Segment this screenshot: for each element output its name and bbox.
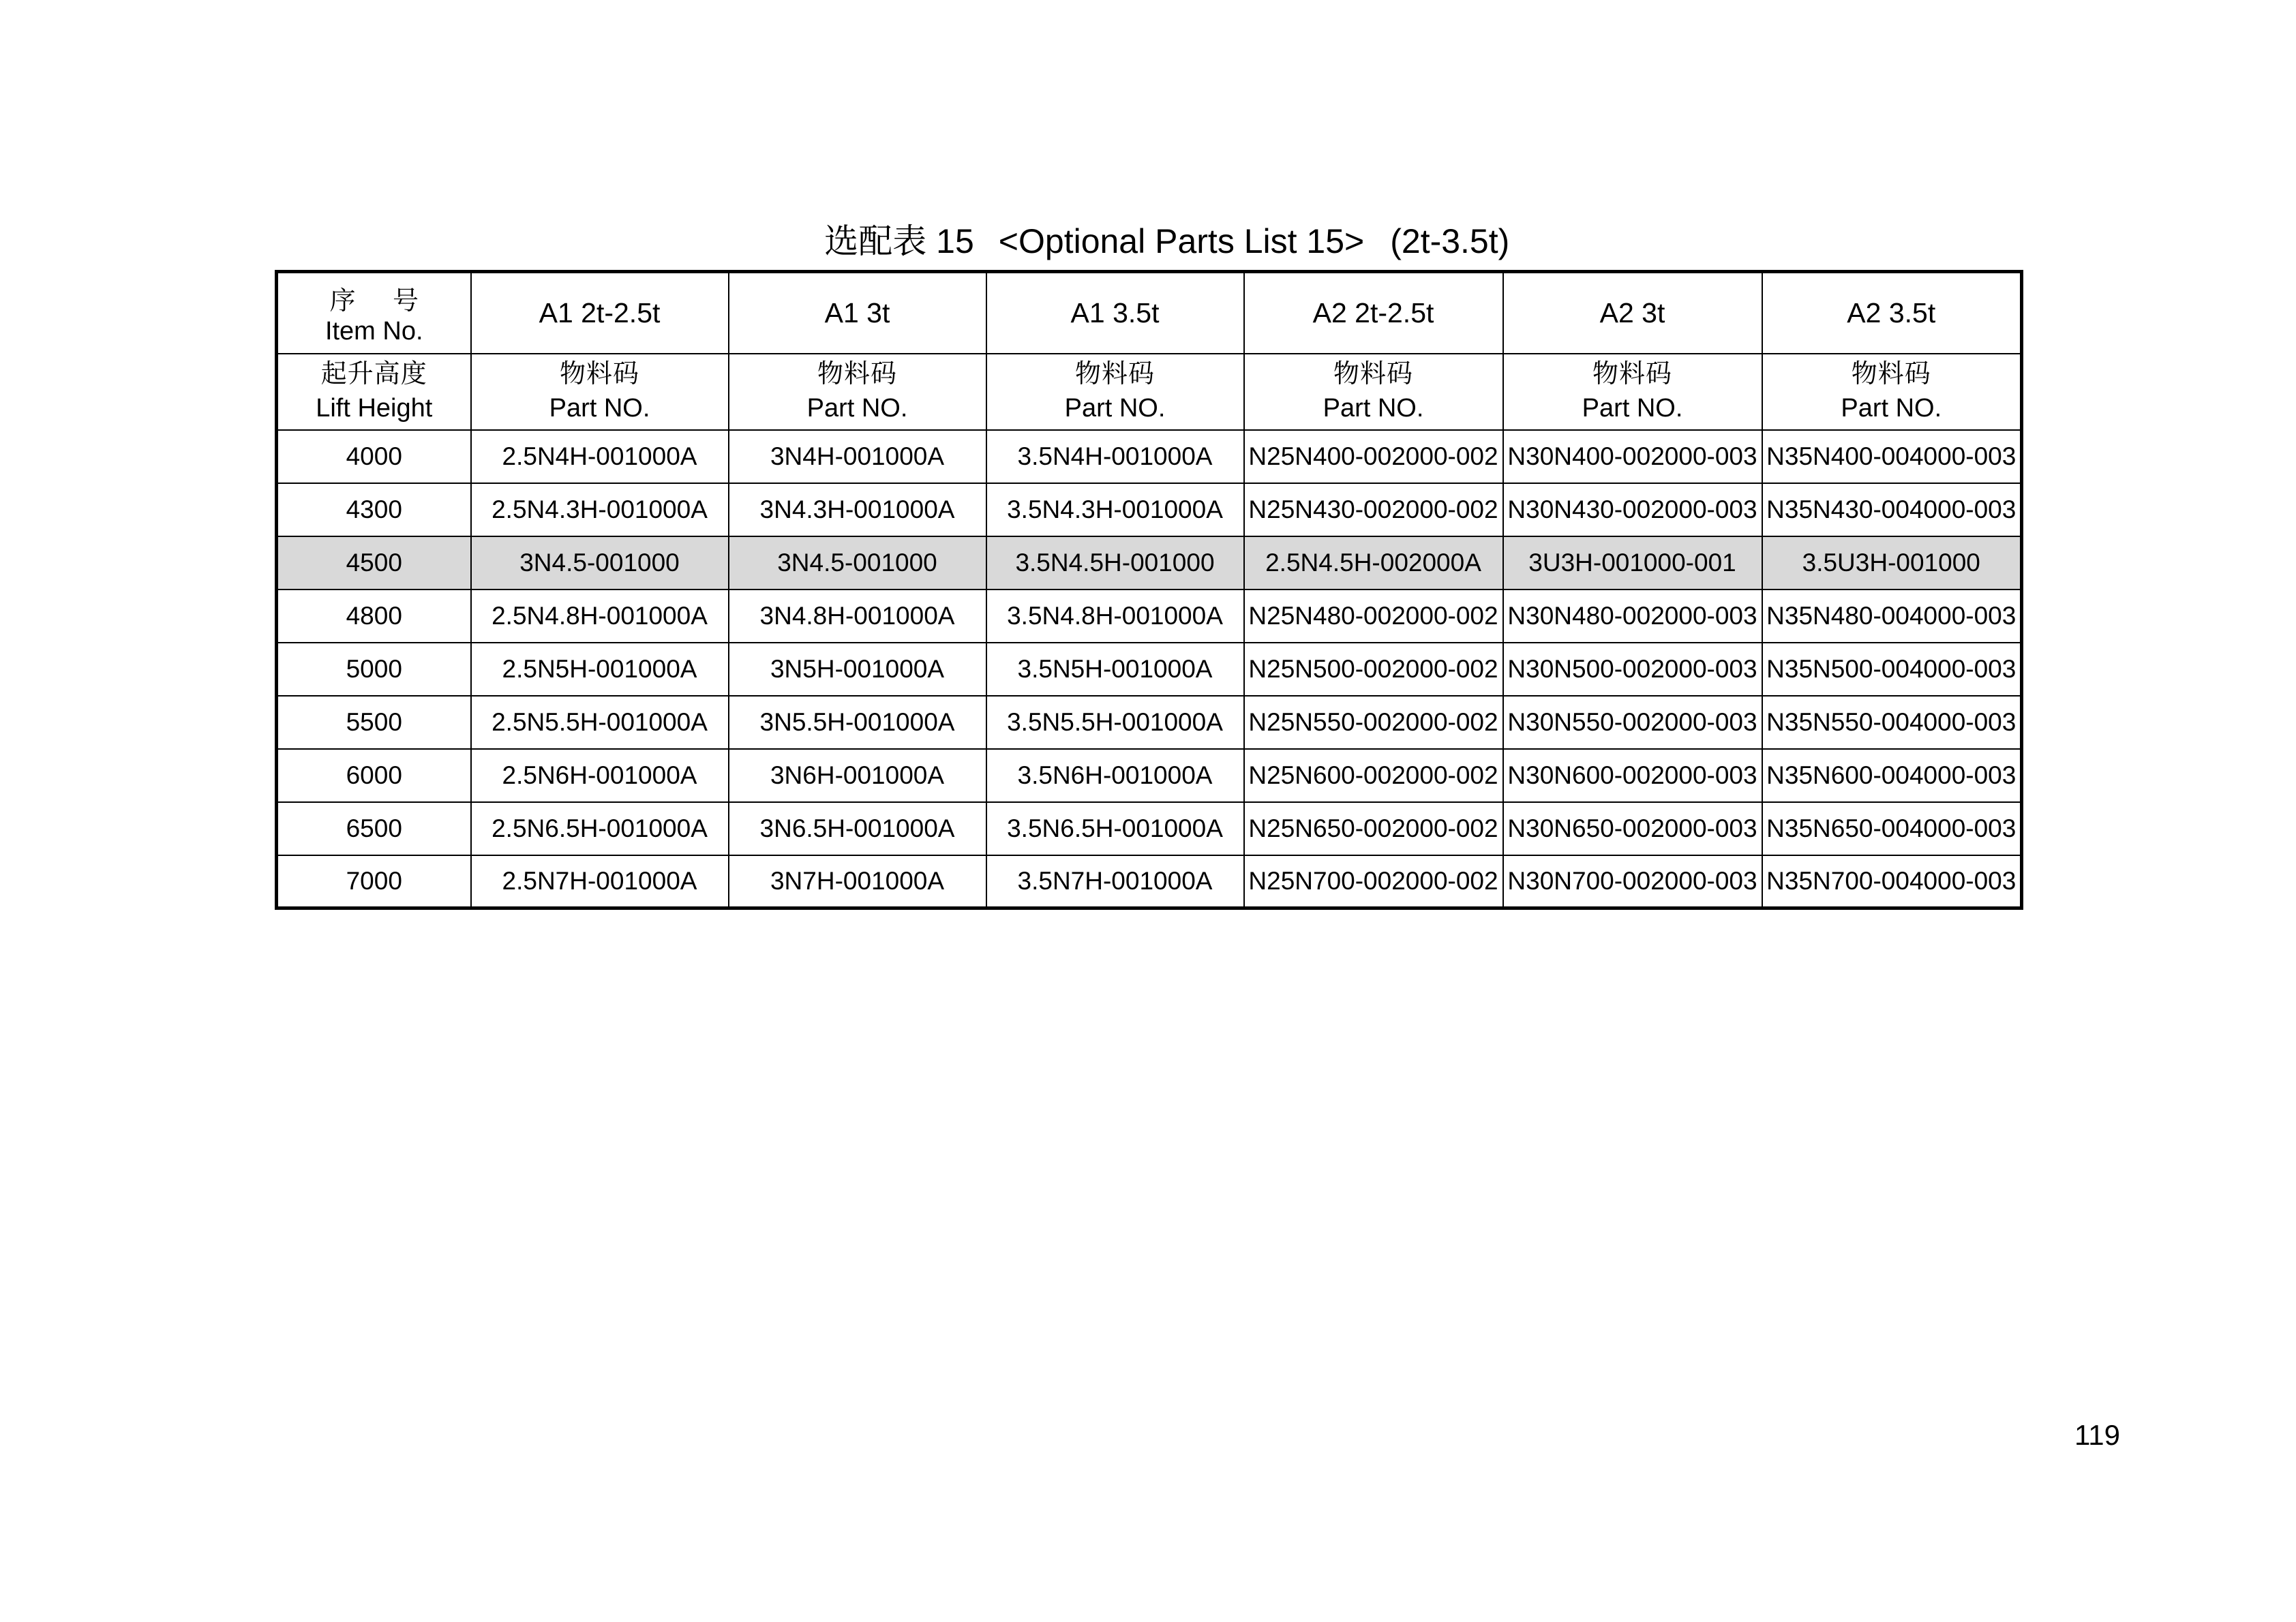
- header-part-no-cn: 物料码: [1333, 360, 1413, 389]
- cell-part-no: 3.5N7H-001000A: [986, 855, 1244, 908]
- table-header: [277, 272, 2022, 430]
- cell-part-no: N25N650-002000-002: [1244, 802, 1503, 855]
- header-part-no-a2-2t: [1244, 354, 1503, 430]
- header-part-no-a1-2t: [471, 354, 729, 430]
- cell-part-no: 3.5N6H-001000A: [986, 749, 1244, 802]
- header-model-a2-2t-2.5t: A2 2t-2.5t: [1244, 272, 1503, 354]
- cell-part-no: N35N500-004000-003: [1762, 643, 2022, 696]
- cell-part-no: N30N600-002000-003: [1503, 749, 1762, 802]
- header-part-no-a1-3.5t: [986, 354, 1244, 430]
- cell-part-no: 3.5N4.5H-001000: [986, 536, 1244, 590]
- cell-part-no: N30N480-002000-003: [1503, 590, 1762, 643]
- header-part-no-en: Part NO.: [549, 393, 650, 423]
- cell-part-no: 3.5N4.8H-001000A: [986, 590, 1244, 643]
- cell-part-no: N25N480-002000-002: [1244, 590, 1503, 643]
- cell-lift-height: 4800: [277, 590, 471, 643]
- cell-part-no: 2.5N4.5H-002000A: [1244, 536, 1503, 590]
- cell-part-no: N25N700-002000-002: [1244, 855, 1503, 908]
- header-part-no-a2-3t: [1503, 354, 1762, 430]
- cell-part-no: 2.5N7H-001000A: [471, 855, 729, 908]
- table-row: [277, 483, 2022, 536]
- cell-part-no: N30N430-002000-003: [1503, 483, 1762, 536]
- cell-part-no: N35N430-004000-003: [1762, 483, 2022, 536]
- cell-part-no: 2.5N5H-001000A: [471, 643, 729, 696]
- page-number: 119: [2074, 1419, 2120, 1451]
- cell-part-no: 3N4.3H-001000A: [729, 483, 986, 536]
- cell-part-no: N30N550-002000-003: [1503, 696, 1762, 749]
- cell-lift-height: 6500: [277, 802, 471, 855]
- cell-part-no: N25N430-002000-002: [1244, 483, 1503, 536]
- cell-lift-height: 5500: [277, 696, 471, 749]
- cell-lift-height: 4300: [277, 483, 471, 536]
- header-lift-height: [277, 354, 471, 430]
- table-row: [277, 643, 2022, 696]
- table-body: [277, 430, 2022, 908]
- page-title-cn: 选配表 15: [824, 222, 974, 260]
- page-title-en: <Optional Parts List 15>: [998, 222, 1365, 260]
- cell-part-no: 3N5H-001000A: [729, 643, 986, 696]
- header-lift-height-cn: 起升高度: [320, 360, 427, 389]
- cell-part-no: 3.5N5H-001000A: [986, 643, 1244, 696]
- header-part-no-en: Part NO.: [806, 393, 908, 423]
- cell-part-no: N35N700-004000-003: [1762, 855, 2022, 908]
- header-part-no-en: Part NO.: [1323, 393, 1424, 423]
- header-model-a1-3t: A1 3t: [729, 272, 986, 354]
- header-part-no-cn: 物料码: [1851, 360, 1931, 389]
- cell-part-no: 3.5N6.5H-001000A: [986, 802, 1244, 855]
- header-lift-height-en: Lift Height: [316, 393, 433, 423]
- cell-part-no: 2.5N4.8H-001000A: [471, 590, 729, 643]
- header-item-no-en: Item No.: [324, 317, 423, 346]
- cell-lift-height: 5000: [277, 643, 471, 696]
- cell-part-no: N30N400-002000-003: [1503, 430, 1762, 483]
- header-row-models: [277, 272, 2022, 354]
- header-item-no: [277, 272, 471, 354]
- header-part-no-a2-3.5t: [1762, 354, 2022, 430]
- cell-part-no: 2.5N6.5H-001000A: [471, 802, 729, 855]
- header-model-a1-2t-2.5t: A1 2t-2.5t: [471, 272, 729, 354]
- cell-lift-height: 6000: [277, 749, 471, 802]
- header-part-no-en: Part NO.: [1064, 393, 1166, 423]
- cell-part-no: 2.5N4.3H-001000A: [471, 483, 729, 536]
- cell-part-no: 3N4.5-001000: [471, 536, 729, 590]
- cell-part-no: N25N550-002000-002: [1244, 696, 1503, 749]
- cell-part-no: 3N5.5H-001000A: [729, 696, 986, 749]
- cell-part-no: 3.5U3H-001000: [1762, 536, 2022, 590]
- cell-part-no: 3N4.5-001000: [729, 536, 986, 590]
- cell-part-no: 3N6H-001000A: [729, 749, 986, 802]
- cell-part-no: N25N500-002000-002: [1244, 643, 1503, 696]
- header-row-units: [277, 354, 2022, 430]
- header-item-no-cn: 序 号: [329, 287, 434, 316]
- cell-part-no: N35N650-004000-003: [1762, 802, 2022, 855]
- header-part-no-cn: 物料码: [817, 360, 897, 389]
- cell-part-no: 3U3H-001000-001: [1503, 536, 1762, 590]
- cell-part-no: N35N400-004000-003: [1762, 430, 2022, 483]
- table-row: [277, 749, 2022, 802]
- page-title-range: (2t-3.5t): [1390, 222, 1510, 260]
- header-model-a2-3t: A2 3t: [1503, 272, 1762, 354]
- table-row: [277, 430, 2022, 483]
- header-model-a2-3.5t: A2 3.5t: [1762, 272, 2022, 354]
- table-row: [277, 802, 2022, 855]
- cell-part-no: 3.5N4H-001000A: [986, 430, 1244, 483]
- cell-part-no: N25N600-002000-002: [1244, 749, 1503, 802]
- header-part-no-en: Part NO.: [1582, 393, 1683, 423]
- cell-part-no: 2.5N4H-001000A: [471, 430, 729, 483]
- cell-part-no: 2.5N5.5H-001000A: [471, 696, 729, 749]
- cell-part-no: N30N700-002000-003: [1503, 855, 1762, 908]
- cell-part-no: 3.5N5.5H-001000A: [986, 696, 1244, 749]
- cell-part-no: N35N600-004000-003: [1762, 749, 2022, 802]
- header-part-no-en: Part NO.: [1841, 393, 1942, 423]
- cell-part-no: 3N4H-001000A: [729, 430, 986, 483]
- header-part-no-cn: 物料码: [1592, 360, 1672, 389]
- cell-part-no: 2.5N6H-001000A: [471, 749, 729, 802]
- optional-parts-table-wrapper: [275, 270, 2020, 910]
- table-row: [277, 855, 2022, 908]
- optional-parts-table: [275, 270, 2023, 910]
- header-part-no-a1-3t: [729, 354, 986, 430]
- header-model-a1-3.5t: A1 3.5t: [986, 272, 1244, 354]
- cell-lift-height: 4000: [277, 430, 471, 483]
- cell-part-no: N35N550-004000-003: [1762, 696, 2022, 749]
- table-row: [277, 696, 2022, 749]
- cell-part-no: N35N480-004000-003: [1762, 590, 2022, 643]
- cell-part-no: 3N6.5H-001000A: [729, 802, 986, 855]
- cell-part-no: N30N500-002000-003: [1503, 643, 1762, 696]
- cell-lift-height: 7000: [277, 855, 471, 908]
- cell-part-no: N30N650-002000-003: [1503, 802, 1762, 855]
- header-part-no-cn: 物料码: [1074, 360, 1155, 389]
- header-part-no-cn: 物料码: [559, 360, 639, 389]
- table-row: [277, 536, 2022, 590]
- cell-lift-height: 4500: [277, 536, 471, 590]
- cell-part-no: 3.5N4.3H-001000A: [986, 483, 1244, 536]
- table-row: [277, 590, 2022, 643]
- cell-part-no: 3N7H-001000A: [729, 855, 986, 908]
- cell-part-no: N25N400-002000-002: [1244, 430, 1503, 483]
- cell-part-no: 3N4.8H-001000A: [729, 590, 986, 643]
